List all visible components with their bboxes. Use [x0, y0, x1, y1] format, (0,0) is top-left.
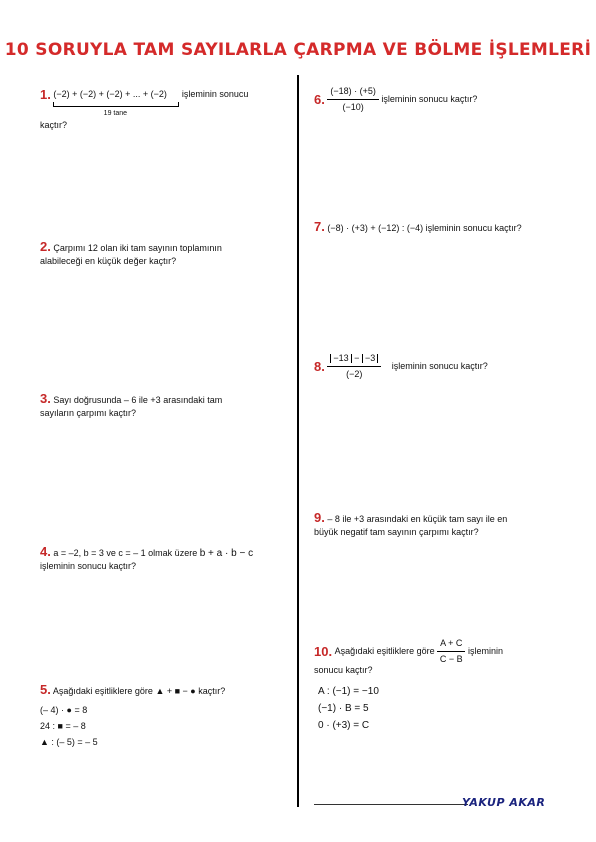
- question-number: 2.: [40, 239, 51, 254]
- question-number: 6.: [314, 92, 325, 107]
- q4-expression: b + a · b − c: [199, 548, 254, 559]
- q4-line1: a = –2, b = 3 ve c = – 1 olmak üzere: [53, 548, 198, 558]
- q10-equation: (−1) · B = 5: [318, 703, 369, 714]
- q8-minus: −: [354, 353, 360, 363]
- column-divider: [297, 75, 299, 807]
- q8-denominator: (−2): [346, 369, 363, 379]
- q5-equation: 24 : ■ = – 8: [40, 721, 86, 731]
- q8-abs-value: −3: [362, 354, 378, 363]
- question-number: 4.: [40, 544, 51, 559]
- q1-tail: işleminin sonucu: [181, 89, 249, 99]
- q7-text: (−8) · (+3) + (−12) : (−4) işleminin sonucu kaçtır?: [327, 223, 522, 233]
- q5-equations: [40, 702, 98, 750]
- q10-equations: [318, 683, 379, 734]
- q6-numerator: (−18) · (+5): [327, 85, 379, 100]
- question-number: 3.: [40, 391, 51, 406]
- q5-symbols: ▲ + ■ − ●: [155, 686, 196, 696]
- question-4: [40, 545, 295, 573]
- question-number: 10.: [314, 644, 333, 659]
- author-signature: YAKUP AKAR: [462, 796, 546, 809]
- question-1: [40, 88, 248, 120]
- q10-equation: 0 · (+3) = C: [318, 720, 370, 731]
- q9-line1: – 8 ile +3 arasındaki en küçük tam sayı ile en: [327, 514, 508, 524]
- q9-line2: büyük negatif tam sayının çarpımı kaçtır?: [314, 527, 479, 537]
- question-3: [40, 392, 290, 420]
- q10-denominator: C − B: [439, 654, 463, 664]
- q5-equation: (– 4) · ● = 8: [40, 705, 88, 715]
- question-2: [40, 240, 290, 268]
- q3-line2: sayıların çarpımı kaçtır?: [40, 408, 137, 418]
- question-number: 8.: [314, 359, 325, 374]
- question-9: [314, 511, 564, 539]
- q10-fraction: [437, 637, 465, 666]
- q3-line1: Sayı doğrusunda – 6 ile +3 arasındaki tam: [53, 395, 223, 405]
- q8-abs-value: −13: [330, 354, 351, 363]
- q5-equation: ▲ : (– 5) = – 5: [40, 737, 98, 747]
- question-5: [40, 683, 295, 698]
- question-6: [314, 85, 477, 114]
- q10-numerator: A + C: [437, 637, 465, 652]
- q5-line1: Aşağıdaki eşitliklere göre: [52, 686, 153, 696]
- q1-under-label: 19 tane: [103, 110, 128, 117]
- question-8: [314, 352, 488, 381]
- q10-equation: A : (−1) = −10: [318, 686, 379, 697]
- question-10: [314, 637, 503, 666]
- q8-numerator: [327, 352, 381, 367]
- q6-fraction: [327, 85, 379, 114]
- question-number: 7.: [314, 219, 325, 234]
- q6-denominator: (−10): [342, 102, 364, 112]
- q8-tail: işleminin sonucu kaçtır?: [391, 361, 488, 371]
- question-number: 5.: [40, 682, 51, 697]
- question-number: 1.: [40, 87, 51, 102]
- q4-line2: işleminin sonucu kaçtır?: [40, 561, 137, 571]
- q10-line2: sonucu kaçtır?: [314, 665, 373, 675]
- q8-fraction: [327, 352, 381, 381]
- q10-line1: Aşağıdaki eşitliklere göre: [334, 646, 435, 656]
- footer-line: [314, 804, 468, 805]
- question-number: 9.: [314, 510, 325, 525]
- q6-tail: işleminin sonucu kaçtır?: [381, 94, 478, 104]
- q2-line2: alabileceği en küçük değer kaçtır?: [40, 256, 177, 266]
- q2-line1: Çarpımı 12 olan iki tam sayının toplamının: [53, 243, 222, 253]
- q1-expression: (−2) + (−2) + (−2) + ... + (−2): [53, 89, 167, 99]
- q5-tail: kaçtır?: [198, 686, 226, 696]
- page-title: 10 SORUYLA TAM SAYILARLA ÇARPMA VE BÖLME İŞLEMLERİ: [4, 40, 592, 60]
- q1-line2: kaçtır?: [40, 120, 68, 130]
- question-7: [314, 220, 522, 235]
- q10-tail: işleminin: [467, 646, 503, 656]
